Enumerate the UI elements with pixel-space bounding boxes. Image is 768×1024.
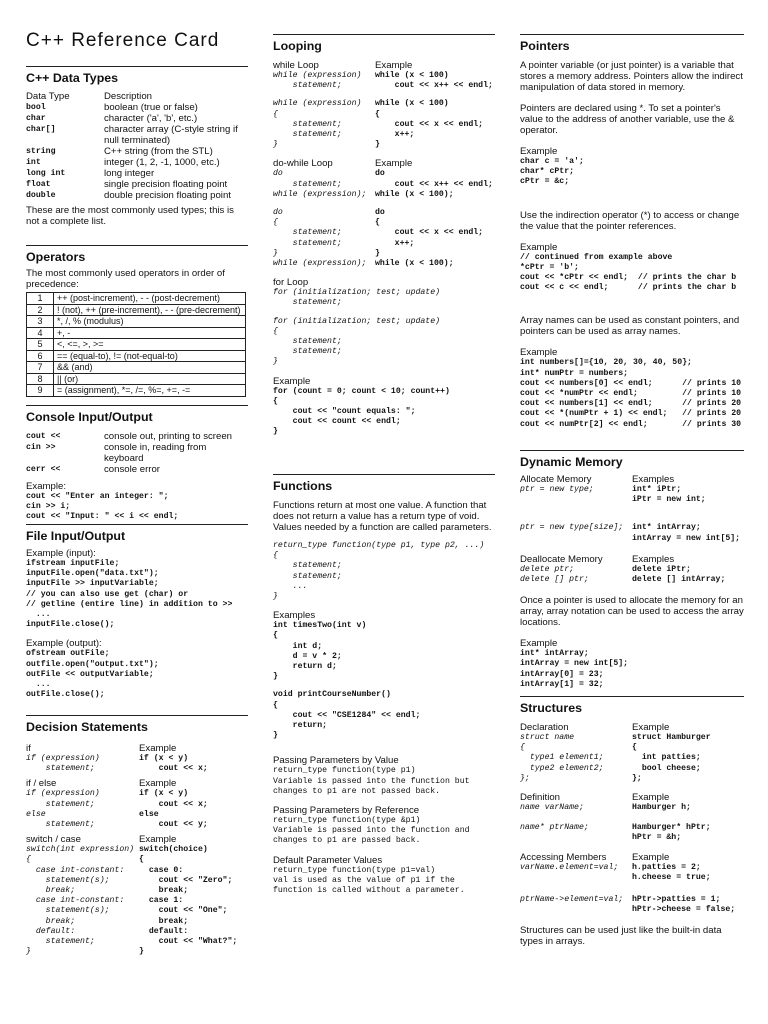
code-block: while (x < 100) cout << x++ << endl;: [375, 71, 493, 91]
list-item: [26, 179, 248, 190]
operator-description: ++ (post-increment), - - (post-decrement): [54, 293, 246, 305]
list-item: [26, 442, 248, 464]
data-types-list: [26, 102, 248, 201]
precedence-level: 5: [27, 339, 54, 351]
section-console-io: [26, 405, 248, 523]
while-block: [273, 60, 495, 91]
section-heading: File Input/Output: [26, 524, 248, 544]
declaration-block: [520, 722, 744, 784]
stream-name: cerr <<: [26, 465, 61, 474]
table-row: [27, 316, 246, 328]
label: do-while Loop: [273, 158, 333, 170]
code-block: do statement; while (expression);: [273, 169, 367, 199]
type-name: long int: [26, 169, 66, 178]
do-while-block: [273, 158, 495, 200]
code-block: delete iPtr; delete [] intArray;: [632, 564, 726, 585]
label: Passing Parameters by Value: [273, 755, 399, 767]
label: while Loop: [273, 60, 319, 71]
label: Example: [273, 375, 311, 387]
code-block: do { statement; statement; } while (expression);: [273, 208, 367, 269]
label: if / else: [26, 778, 57, 790]
code-block: if (expression) statement;: [26, 754, 100, 774]
label: for Loop: [273, 277, 309, 289]
structures-note: Structures can be used just like the built-in data types in arrays.: [520, 925, 722, 948]
label: Examples: [273, 610, 316, 622]
list-item: [26, 113, 248, 124]
precedence-level: 3: [27, 316, 54, 328]
type-description: integer (1, 2, -1, 1000, etc.): [104, 157, 220, 168]
while-block-2: [273, 99, 495, 150]
precedence-level: 1: [27, 293, 54, 305]
code-block: do { cout << x << endl; x++; } while (x < 100);: [375, 208, 484, 269]
code-block: void printCourseNumber() { cout << "CSE1284" << endl; return; }: [273, 690, 421, 741]
type-description: character ('a', 'b', etc.): [104, 113, 198, 124]
header-data-type: Data Type: [26, 91, 70, 102]
label: switch / case: [26, 834, 81, 846]
code-block: ptr = new type;: [520, 485, 594, 494]
section-heading: Structures: [520, 696, 744, 716]
precedence-level: 9: [27, 385, 54, 397]
example-label: Example (input):: [26, 548, 96, 559]
operators-intro: The most commonly used operators in order of precedence:: [26, 268, 225, 290]
section-heading: Pointers: [520, 34, 744, 54]
code-block: int numbers[]={10, 20, 30, 40, 50}; int* numPtr = numbers; cout << numbers[0] << endl; // prints 10 cout << *numPtr << endl; // prints 10 cout << numbers[1] << endl; // prints 20 cout << *(numPtr + 1) << endl; // prints 20 cout << numPtr[2] << endl; // prints 30: [520, 358, 742, 429]
code-block: switch(choice) { case 0: cout << "Zero"; break; case 1: cout << "One"; break; default: cout << "What?"; }: [139, 845, 238, 957]
label: Definition: [520, 792, 560, 804]
definition-pointer-block: [520, 823, 744, 843]
type-name: string: [26, 147, 56, 156]
label: Example: [139, 834, 177, 846]
code-block: if (x < y) cout << x; else cout << y;: [139, 789, 208, 830]
header-description: Description: [104, 91, 152, 102]
stream-name: cin >>: [26, 443, 56, 452]
type-description: C++ string (from the STL): [104, 146, 213, 157]
console-list: [26, 431, 248, 475]
operator-description: +, -: [54, 327, 246, 339]
code-block: cout << "Enter an integer: "; cin >> i; cout << "Input: " << i << endl;: [26, 492, 179, 522]
label: Example: [632, 722, 670, 733]
operator-description: = (assignment), *=, /=, %=, +=, -=: [54, 385, 246, 397]
table-row: [27, 304, 246, 316]
type-description: single precision floating point: [104, 179, 228, 190]
label: Example: [632, 792, 670, 804]
list-item: [26, 431, 248, 442]
label: Examples: [632, 553, 675, 565]
code-block: if (expression) statement; else statement;: [26, 789, 100, 830]
definition-block: [520, 792, 744, 813]
code-block: return_type function(type &p1) Variable is passed into the function and changes to p1 are passed back.: [273, 816, 470, 846]
paragraph: A pointer variable (or just pointer) is a variable that stores a memory address. Pointers allow the indirect manipulation of data stored in memory.: [520, 60, 743, 93]
label: Example: [139, 743, 177, 754]
stream-description: console error: [104, 464, 160, 475]
operator-description: ! (not), ++ (pre-increment), - - (pre-decrement): [54, 304, 246, 316]
section-heading: Dynamic Memory: [520, 450, 744, 470]
code-block: int timesTwo(int v) { int d; d = v * 2; return d; }: [273, 621, 367, 682]
stream-description: console in, reading from keyboard: [104, 442, 207, 464]
code-block: return_type function(type p1) Variable is passed into the function but changes to p1 are not passed back.: [273, 766, 470, 796]
table-header: [26, 91, 248, 102]
stream-description: console out, printing to screen: [104, 431, 232, 442]
label: Declaration: [520, 722, 569, 733]
type-description: double precision floating point: [104, 190, 231, 201]
type-description: long integer: [104, 168, 155, 179]
type-name: int: [26, 158, 41, 167]
label: Accessing Members: [520, 851, 607, 863]
list-item: [26, 157, 248, 168]
stream-name: cout <<: [26, 432, 61, 441]
code-block: ptrName->element=val;: [520, 895, 624, 905]
deallocate-block: [520, 554, 744, 585]
paragraph: Use the indirection operator (*) to access or change the value that the pointer references.: [520, 209, 740, 232]
code-block: switch(int expression) { case int-constant: statement(s); break; case int-constant: statement(s); break; default: statement; }: [26, 845, 135, 957]
code-block: int* intArray; intArray = new int[5]; intArray[0] = 23; intArray[1] = 32;: [520, 649, 629, 689]
code-block: char c = 'a'; char* cPtr; cPtr = &c;: [520, 157, 584, 187]
code-block: varName.element=val;: [520, 862, 619, 872]
operator-description: && (and): [54, 362, 246, 374]
section-structures: [520, 696, 744, 947]
table-row: [27, 350, 246, 362]
precedence-level: 4: [27, 327, 54, 339]
code-block: struct name { type1 element1; type2 element2; };: [520, 733, 604, 783]
list-item: [26, 146, 248, 157]
access-pointer-block: [520, 895, 744, 915]
operator-description: <, <=, >, >=: [54, 339, 246, 351]
list-item: [26, 190, 248, 201]
code-block: ptr = new type[size];: [520, 523, 624, 533]
example-label: Example:: [26, 481, 66, 492]
code-block: name* ptrName;: [520, 823, 589, 833]
operator-description: == (equal-to), != (not-equal-to): [54, 350, 246, 362]
table-row: [27, 385, 246, 397]
section-heading: Functions: [273, 474, 495, 494]
precedence-level: 2: [27, 304, 54, 316]
section-heading: Looping: [273, 34, 495, 54]
label: Example: [520, 347, 558, 359]
do-while-block-2: [273, 208, 495, 269]
label: Default Parameter Values: [273, 854, 383, 866]
section-operators: [26, 245, 248, 397]
paragraph: Once a pointer is used to allocate the memory for an array, array notation can be used to access the array locations.: [520, 595, 744, 629]
example-label: Example (output):: [26, 638, 102, 650]
code-block: return_type function(type p1=val) val is used as the value of p1 if the function is called without a parameter.: [273, 865, 465, 896]
section-decision: [26, 715, 248, 957]
precedence-level: 8: [27, 373, 54, 385]
label: Allocate Memory: [520, 474, 592, 485]
page-title: C++ Reference Card: [26, 30, 220, 51]
code-block: ifstream inputFile; inputFile.open("data.txt"); inputFile >> inputVariable; // you can also use get (char) or // getline (entire line) in addition to >> ... inputFile.close();: [26, 559, 233, 630]
code-block: Hamburger h;: [632, 803, 691, 813]
section-data-types: [26, 66, 248, 227]
type-description: character array (C-style string if null terminated): [104, 124, 238, 146]
label: Example: [520, 241, 558, 253]
operator-description: *, /, % (modulus): [54, 316, 246, 328]
allocate-block: [520, 474, 744, 505]
label: Passing Parameters by Reference: [273, 805, 420, 817]
section-looping: [273, 34, 495, 438]
code-block: hPtr->patties = 1; hPtr->cheese = false;: [632, 895, 736, 915]
type-name: char[]: [26, 125, 56, 134]
allocate-array-block: [520, 523, 744, 543]
data-types-note: These are the most commonly used types; this is not a complete list.: [26, 205, 234, 227]
section-heading: Console Input/Output: [26, 405, 248, 425]
code-block: name varName;: [520, 803, 584, 813]
code-block: while (x < 100) { cout << x << endl; x++; }: [375, 99, 484, 150]
precedence-level: 6: [27, 350, 54, 362]
list-item: [26, 124, 248, 146]
code-block: for (initialization; test; update) statement;: [273, 288, 441, 308]
code-block: int* iPtr; iPtr = new int;: [632, 485, 706, 505]
switch-block: [26, 834, 248, 957]
code-block: int* intArray; intArray = new int[5];: [632, 523, 741, 543]
list-item: [26, 464, 248, 475]
paragraph: Array names can be used as constant pointers, and pointers can be used as array names.: [520, 315, 740, 338]
section-functions: [273, 474, 495, 896]
table-row: [27, 362, 246, 374]
label: Deallocate Memory: [520, 553, 603, 565]
code-block: for (count = 0; count < 10; count++) { cout << "count equals: "; cout << count << endl; }: [273, 386, 450, 437]
type-name: float: [26, 180, 51, 189]
if-block: [26, 743, 248, 774]
precedence-level: 7: [27, 362, 54, 374]
table-row: [27, 293, 246, 305]
code-block: while (expression) { statement; statement; }: [273, 99, 362, 150]
code-block: delete ptr; delete [] ptr;: [520, 564, 589, 585]
operator-description: || (or): [54, 373, 246, 385]
label: Example: [520, 146, 558, 157]
label: if: [26, 743, 31, 754]
code-block: while (expression) statement;: [273, 71, 362, 91]
code-block: return_type function(type p1, type p2, ...) { statement; statement; ... }: [273, 541, 485, 602]
if-else-block: [26, 778, 248, 830]
table-row: [27, 373, 246, 385]
type-description: boolean (true or false): [104, 102, 198, 113]
operators-table: [26, 292, 246, 397]
section-pointers: [520, 34, 744, 430]
paragraph: Pointers are declared using *. To set a pointer's value to the address of another variable, use the & operator.: [520, 103, 735, 136]
code-block: if (x < y) cout << x;: [139, 754, 208, 774]
code-block: h.patties = 2; h.cheese = true;: [632, 862, 711, 882]
label: Example: [632, 851, 670, 863]
section-heading: Decision Statements: [26, 715, 248, 735]
access-block: [520, 852, 744, 883]
label: Examples: [632, 474, 675, 485]
functions-intro: Functions return at most one value. A function that does not return a value has a return type of void. Values needed by a function are called parameters.: [273, 500, 492, 533]
list-item: [26, 168, 248, 179]
section-dynamic-memory: [520, 450, 744, 690]
label: Example: [520, 638, 558, 650]
section-file-io: [26, 524, 248, 700]
type-name: bool: [26, 103, 46, 112]
label: Example: [375, 60, 413, 71]
type-name: double: [26, 191, 56, 200]
table-row: [27, 327, 246, 339]
table-row: [27, 339, 246, 351]
code-block: struct Hamburger { int patties; bool cheese; };: [632, 733, 711, 783]
section-heading: C++ Data Types: [26, 66, 248, 86]
code-block: do cout << x++ << endl; while (x < 100);: [375, 169, 493, 199]
code-block: ofstream outFile; outfile.open("output.txt"); outFile << outputVariable; ... outFile.close();: [26, 649, 159, 700]
code-block: Hamburger* hPtr; hPtr = &h;: [632, 823, 711, 843]
list-item: [26, 102, 248, 113]
code-block: // continued from example above *cPtr = 'b'; cout << *cPtr << endl; // prints the char b cout << c << endl; // prints the char b: [520, 252, 737, 293]
label: Example: [139, 778, 177, 790]
code-block: for (initialization; test; update) { statement; statement; }: [273, 316, 441, 367]
section-heading: Operators: [26, 245, 248, 265]
type-name: char: [26, 114, 46, 123]
label: Example: [375, 158, 413, 170]
